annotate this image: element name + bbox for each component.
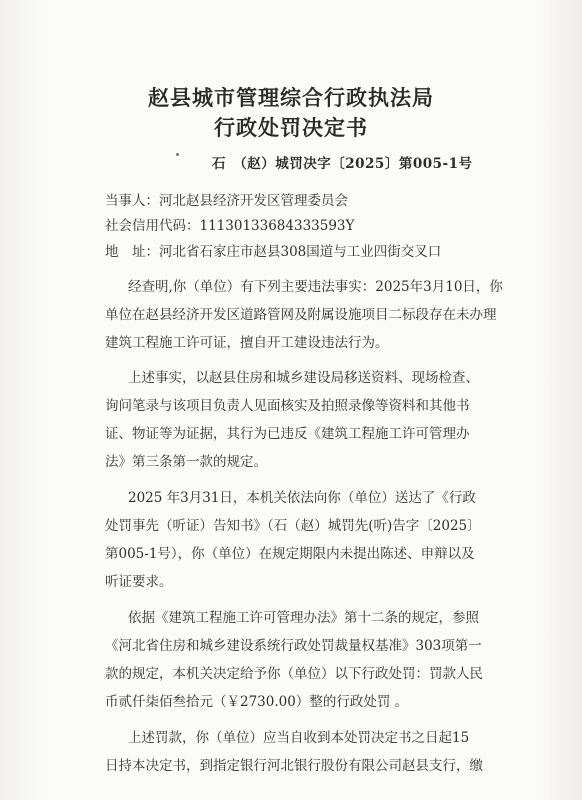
document-title-type: 行政处罚决定书: [214, 116, 368, 140]
paragraph-line: 币贰仟柒佰叁拾元（￥2730.00）整的行政处罚 。: [105, 694, 409, 710]
address-line: 地 址：河北省石家庄市赵县308国道与工业四街交叉口: [105, 244, 442, 260]
paragraph-line: 经查明,你（单位）有下列主要违法事实：2025年3月10日，你: [128, 279, 503, 295]
paragraph-line: 证、物证等为证据，其行为已违反《建筑工程施工许可管理办: [105, 426, 470, 442]
scan-speck: [176, 153, 179, 156]
document-title-agency: 赵县城市管理综合行政执法局: [148, 86, 434, 110]
paragraph-line: 日持本决定书，到指定银行河北银行股份有限公司赵县支行，缴: [105, 758, 483, 774]
paragraph-line: 《河北省住房和城乡建设系统行政处罚裁量权基准》303项第一: [105, 638, 482, 654]
paragraph-line: 2025 年3月31日，本机关依法向你（单位）送达了《行政: [128, 490, 476, 506]
paragraph-line: 询问笔录与该项目负责人见面核实及拍照录像等资料和其他书: [105, 398, 470, 414]
paragraph-line: 处罚事先（听证）告知书》（石（赵）城罚先(听)告字〔2025〕: [105, 518, 481, 534]
paragraph-line: 款的规定，本机关决定给予你（单位）以下行政处罚：罚款人民: [105, 666, 483, 682]
paragraph-line: 建筑工程施工许可证，擅自开工建设违法行为。: [105, 335, 389, 351]
paragraph-line: 单位在赵县经济开发区道路管网及附属设施项目二标段存在未办理: [105, 307, 497, 323]
paragraph-line: 依据《建筑工程施工许可管理办法》第十二条的规定，参照: [128, 610, 479, 626]
paragraph-line: 上述事实，以赵县住房和城乡建设局移送资料、现场检查、: [128, 370, 479, 386]
paragraph-line: 第005-1号），你（单位）在规定期限内未提出陈述、申辩以及: [105, 546, 475, 562]
paragraph-line: 上述罚款，你（单位）应当自收到本处罚决定书之日起15: [128, 730, 470, 746]
credit-code-line: 社会信用代码：11130133684333593Y: [105, 218, 355, 234]
party-line: 当事人：河北赵县经济开发区管理委员会: [105, 193, 348, 209]
paragraph-line: 听证要求。: [105, 574, 173, 590]
paragraph-line: 法》第三条第一款的规定。: [105, 454, 267, 470]
document-number: 石 （赵）城罚决字〔2025〕第005-1号: [212, 156, 473, 172]
